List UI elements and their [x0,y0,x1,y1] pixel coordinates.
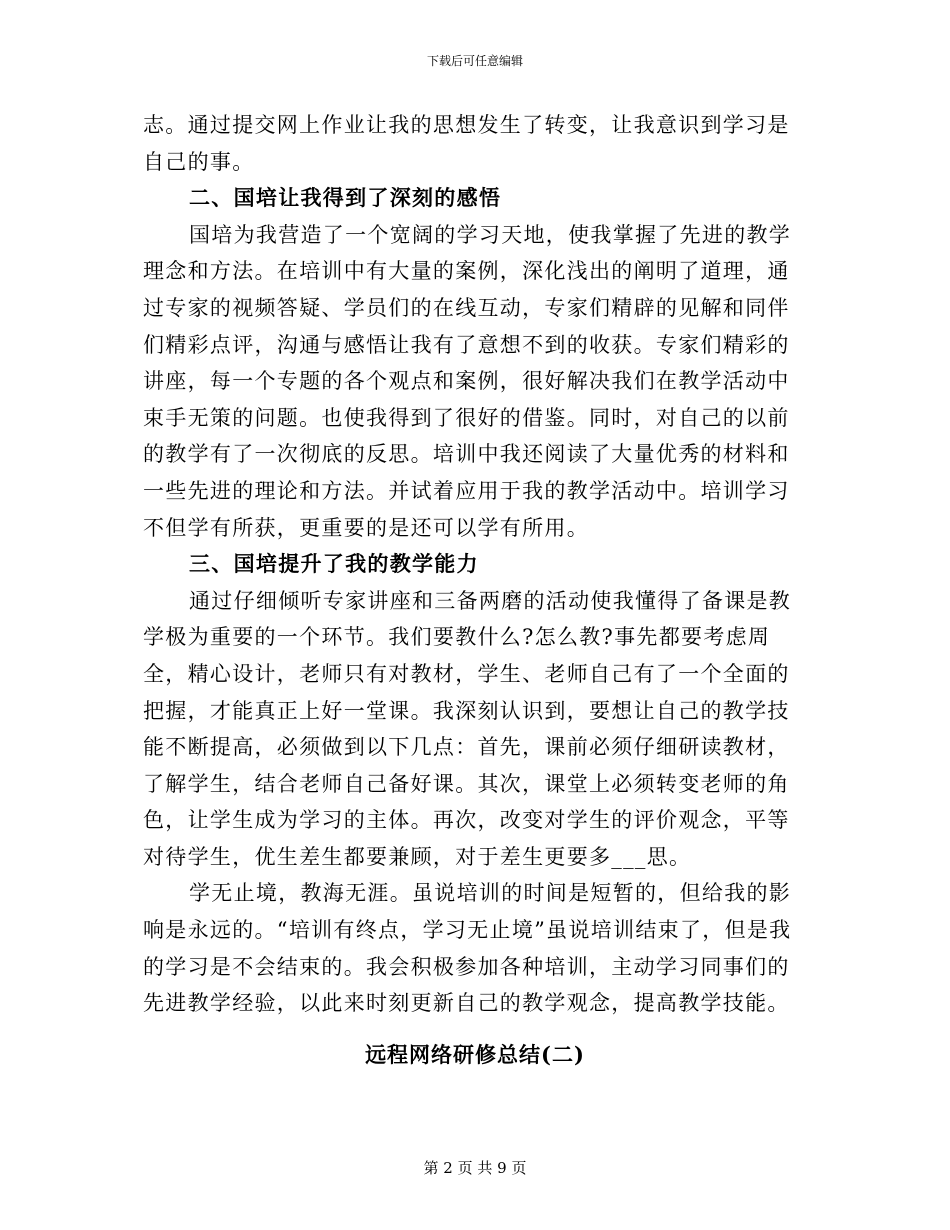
section-heading-2: 二、国培让我得到了深刻的感悟 [189,185,502,211]
document-body [143,107,803,1022]
paragraph-conclusion: 学无止境，教海无涯。虽说培训的时间是短暂的，但给我的影响是永远的。“培训有终点，学习无止境”虽说培训结束了，但是我的学习是不会结束的。我会积极参加各种培训，主动学习同事们的先进教学经验，以此来时刻更新自己的教学观念，提高教学技能。 [143,881,792,1016]
next-section-title: 远程网络研修总结(二) [365,1042,585,1067]
paragraph-insights: 国培为我营造了一个宽阔的学习天地，使我掌握了先进的教学理念和方法。在培训中有大量的案例，深化浅出的阐明了道理，通过专家的视频答疑、学员们的在线互动，专家们精辟的见解和同伴们精彩点评，沟通与感悟让我有了意想不到的收获。专家们精彩的讲座，每一个专题的各个观点和案例，很好解决我们在教学活动中束手无策的问题。也使我得到了很好的借鉴。同时，对自己的以前的教学有了一次彻底的反思。培训中我还阅读了大量优秀的材料和一些先进的理论和方法。并试着应用于我的教学活动中。培训学习不但学有所获，更重要的是还可以学有所用。 [143,222,792,540]
page-header: 下载后可任意编辑 [426,54,523,68]
paragraph-teaching-ability: 通过仔细倾听专家讲座和三备两磨的活动使我懂得了备课是教学极为重要的一个环节。我们要教什么?怎么教?事先都要考虑周全，精心设计，老师只有对教材，学生、老师自己有了一个全面的把握，才能真正上好一堂课。我深刻认识到，要想让自己的教学技能不断提高，必须做到以下几点：首先，课前必须仔细研读教材，了解学生，结合老师自己备好课。其次，课堂上必须转变老师的角色，让学生成为学习的主体。再次，改变对学生的评价观念，平等对待学生，优生差生都要兼顾，对于差生更要多___思。 [143,588,792,869]
section-heading-3: 三、国培提升了我的教学能力 [189,551,479,577]
paragraph-continuation: 志。通过提交网上作业让我的思想发生了转变，让我意识到学习是自己的事。 [143,113,790,174]
page-footer: 第 2 页 共 9 页 [423,1159,527,1177]
